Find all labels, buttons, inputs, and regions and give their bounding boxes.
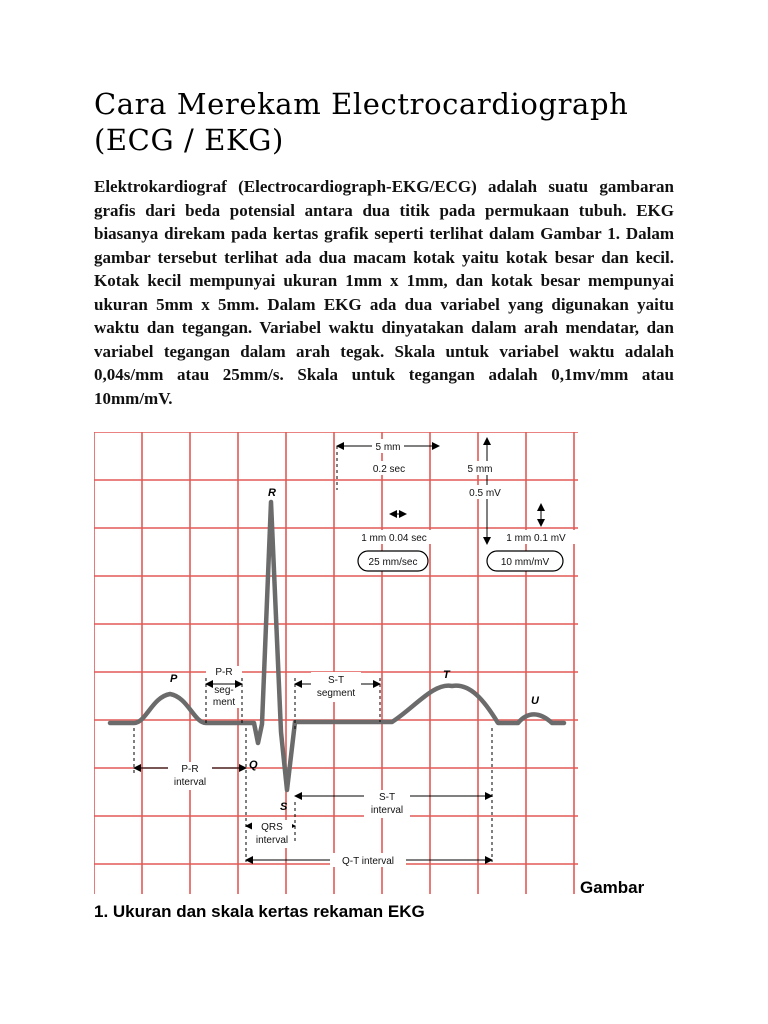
- scale-1mm-01-label: 1 mm 0.1 mV: [506, 533, 566, 544]
- scale-5mm-v-label: 5 mm: [467, 464, 493, 475]
- speed-label: 25 mm/sec: [368, 557, 418, 568]
- wave-label-t: T: [443, 669, 450, 681]
- qrs-interval-label-2: interval: [255, 835, 289, 846]
- pr-segment-label-3: ment: [212, 697, 236, 708]
- ekg-figure: [94, 432, 578, 894]
- body-paragraph: Elektrokardiograf (Electrocardiograph-EKG/ECG) adalah suatu gambaran grafis dari beda potensial antara dua titik pada permukaan tubuh. EKG biasanya direkam pada kertas grafik seperti terlihat dalam Gambar 1. Dalam gambar tersebut terlihat ada dua macam kotak yaitu kotak besar dan kecil. Kotak kecil mempunyai ukuran 1mm x 1mm, dan kotak besar mempunyai ukuran 5mm x 5mm. Dalam EKG ada dua variabel yang digunakan yaitu waktu dan tegangan. Variabel waktu dinyatakan dalam arah mendatar, dan variabel tegangan dalam arah tegak. Skala untuk variabel waktu adalah 0,04s/mm atau 25mm/s. Skala untuk tegangan adalah 0,1mv/mm atau 10mm/mV.: [94, 177, 674, 408]
- wave-label-r: R: [268, 487, 276, 499]
- wave-label-p: P: [170, 673, 178, 685]
- gain-label: 10 mm/mV: [500, 557, 550, 568]
- pr-interval-label-1: P-R: [181, 764, 199, 775]
- figure-caption-word: Gambar: [580, 878, 645, 897]
- ekg-grid-chart: [94, 432, 578, 894]
- st-interval-label-2: interval: [370, 805, 404, 816]
- wave-label-s: S: [280, 801, 288, 813]
- wave-label-u: U: [531, 695, 539, 707]
- scale-02sec-label: 0.2 sec: [372, 464, 406, 475]
- qt-interval-label: Q-T interval: [341, 856, 395, 867]
- scale-1mm-004-label: 1 mm 0.04 sec: [361, 533, 427, 544]
- st-segment-label-2: segment: [316, 688, 356, 699]
- scale-5mm-h-label: 5 mm: [375, 442, 401, 453]
- pr-segment-label-1: P-R: [215, 667, 233, 678]
- st-segment-label-1: S-T: [327, 675, 345, 686]
- wave-label-q: Q: [249, 759, 258, 771]
- pr-segment-label-2: seg-: [214, 685, 234, 696]
- scale-05mv-label: 0.5 mV: [469, 488, 501, 499]
- grid-background: [94, 432, 578, 894]
- figure-caption-text: 1. Ukuran dan skala kertas rekaman EKG: [94, 902, 425, 921]
- pr-interval-label-2: interval: [173, 777, 207, 788]
- page-title: Cara Merekam Electrocardiograph (ECG / EKG): [94, 87, 629, 157]
- qrs-interval-label-1: QRS: [261, 822, 283, 833]
- st-interval-label-1: S-T: [378, 792, 396, 803]
